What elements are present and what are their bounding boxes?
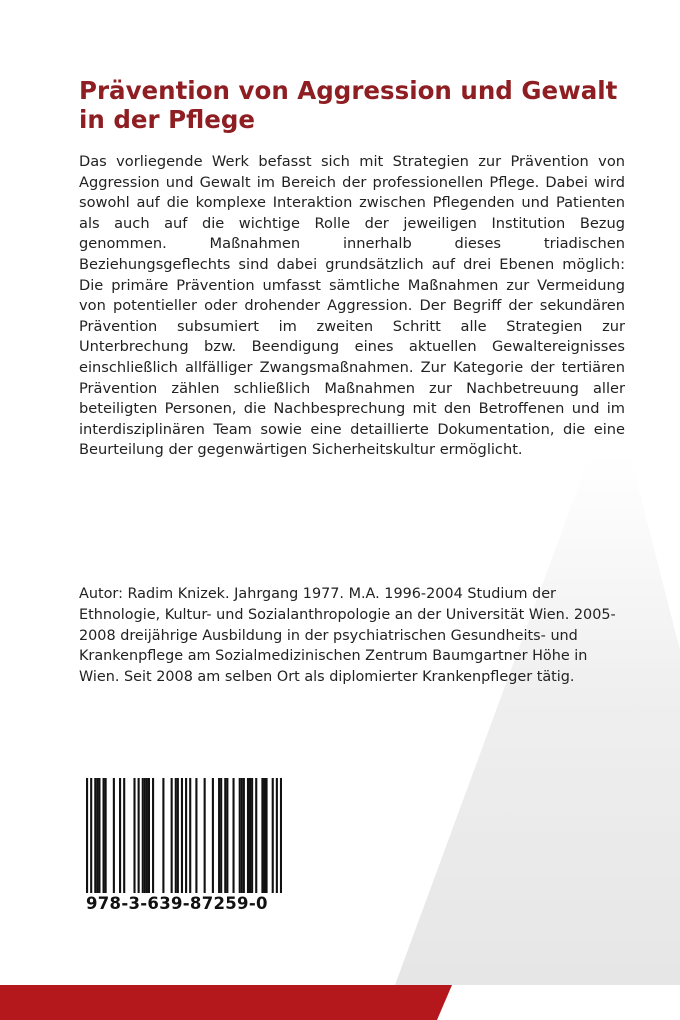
barcode-bar (90, 778, 92, 893)
barcode-bar (181, 778, 183, 893)
barcode-bar (148, 778, 150, 893)
barcode-bar (212, 778, 214, 893)
barcode-bar (265, 778, 267, 893)
barcode-bar (232, 778, 234, 893)
barcode-bar (96, 778, 98, 893)
barcode-bar (255, 778, 257, 893)
barcode-bar (162, 778, 164, 893)
barcode-bar (113, 778, 115, 893)
barcode-bar (177, 778, 179, 893)
barcode-bar (218, 778, 220, 893)
barcode-bar (204, 778, 206, 893)
barcode-bar (249, 778, 251, 893)
barcode-bar (247, 778, 249, 893)
barcode-bar (195, 778, 197, 893)
barcode-bar (86, 778, 88, 893)
barcode-bar (280, 778, 282, 893)
barcode-bar (175, 778, 177, 893)
barcode-bar (103, 778, 105, 893)
barcode-bar (220, 778, 222, 893)
barcode-bar (152, 778, 154, 893)
barcode-bar (105, 778, 107, 893)
barcode-bar (144, 778, 146, 893)
barcode-bar (251, 778, 253, 893)
book-description: Das vorliegende Werk befasst sich mit Strategien zur Prävention von Aggression und Gewalt im Bereich der professionellen Pflege. Dabei wird sowohl auf die komplexe Interaktion zwischen Pflegenden und Patienten als auch auf die wichtige Rolle der jeweiligen Institution Bezug genommen. Maßnahmen innerhalb dieses triadischen Beziehungsgeflechts sind dabei grundsätzlich auf drei Ebenen möglich: Die primäre Prävention umfasst sämtliche Maßnahmen zur Vermeidung von potentieller oder drohender Aggression. Der Begriff der sekundären Prävention subsumiert im zweiten Schritt alle Strategien zur Unterbrechung bzw. Beendigung eines aktuellen Gewaltereignisses einschließlich allfälliger Zwangsmaßnahmen. Zur Kategorie der tertiären Prävention zählen schließlich Maßnahmen zur Nachbetreuung aller beteiligten Personen, die Nachbesprechung mit den Betroffenen und im interdisziplinären Team sowie eine detaillierte Dokumentation, die eine Beurteilung der gegenwärtigen Sicherheitskultur ermöglicht. (79, 153, 625, 459)
barcode-bar (276, 778, 278, 893)
barcode-bar (261, 778, 263, 893)
barcode-bar (239, 778, 241, 893)
isbn-number: 978-3-639-87259-0 (86, 894, 268, 913)
barcode-bar (98, 778, 100, 893)
barcode-bar (119, 778, 121, 893)
barcode-bar (94, 778, 96, 893)
barcode-bar (226, 778, 228, 893)
barcode-bar (146, 778, 148, 893)
barcode-bar (263, 778, 265, 893)
barcode-bar (241, 778, 243, 893)
barcode-bar (171, 778, 173, 893)
barcode-bar (243, 778, 245, 893)
book-title: Prävention von Aggression und Gewalt in der Pflege (79, 76, 618, 134)
barcode-bar (272, 778, 274, 893)
barcode-bar (123, 778, 125, 893)
barcode-bar (189, 778, 191, 893)
barcode-bar (185, 778, 187, 893)
barcode-bar (224, 778, 226, 893)
barcode-bar (138, 778, 140, 893)
barcode-bar (133, 778, 135, 893)
isbn-barcode (86, 778, 282, 893)
author-bio: Autor: Radim Knizek. Jahrgang 1977. M.A. 1996-2004 Studium der Ethnologie, Kultur- und Sozialanthropologie an der Universität Wien. 2005-2008 dreijährige Ausbildung in der psychiatrischen Gesundheits- und Krankenpflege am Sozialmedizinischen Zentrum Baumgartner Höhe in Wien. Seit 2008 am selben Ort als diplomierter Krankenpfleger tätig. (79, 586, 616, 686)
barcode-bar (142, 778, 144, 893)
